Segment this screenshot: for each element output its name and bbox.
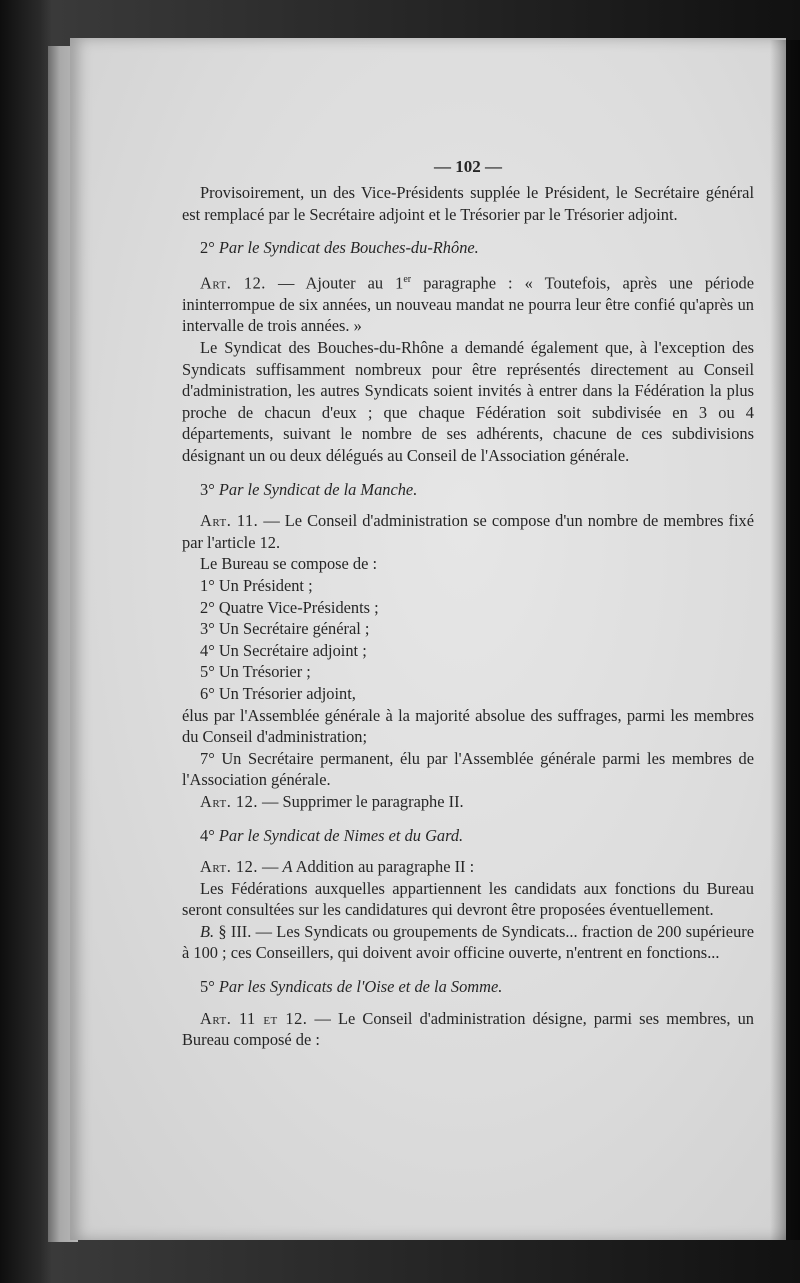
section-number: 3° (200, 479, 215, 499)
section-nimes-gard (182, 825, 754, 847)
article-11-12-oise: Art. 11 et 12. — Le Conseil d'administration désigne, parmi ses membres, un Bureau composé de : (182, 1008, 754, 1050)
section-title: Par le Syndicat de la Manche. (218, 479, 418, 499)
paragraph-syndicates-fraction: B. § III. — Les Syndicats ou groupements de Syndicats... fraction de 200 supérieure à 100 ; ces Conseillers, qui doivent avoir officine ouverte, n'entrent en fonctions... (182, 921, 754, 963)
paragraph-officers-replacement: Provisoirement, un des Vice-Présidents supplée le Président, le Secrétaire général est remplacé par le Secrétaire adjoint et le Trésorier par le Trésorier adjoint. (182, 183, 754, 224)
bureau-intro: Le Bureau se compose de : (200, 554, 378, 574)
section-oise-somme (182, 976, 754, 998)
paragraph-election: élus par l'Assemblée générale à la majorité absolue des suffrages, parmi les membres du Conseil d'administration; (182, 705, 754, 747)
section-title: Par les Syndicats de l'Oise et de la Somme. (218, 977, 503, 997)
section-number: 4° (200, 825, 215, 845)
bureau-item: 6° Un Trésorier adjoint, (200, 683, 356, 703)
article-12-nimes: Art. 12. — A Addition au paragraphe II : (200, 857, 475, 877)
article-12-manche: Art. 12. — Supprimer le paragraphe II. (200, 791, 464, 811)
article-label: Art. 12. (200, 857, 258, 877)
paragraph-permanent-secretary: 7° Un Secrétaire permanent, élu par l'Assemblée générale parmi les membres de l'Association générale. (182, 748, 754, 790)
article-label: Art. 11. (200, 511, 259, 531)
section-bouches-du-rhone (182, 237, 754, 259)
page-number: — 102 — (434, 157, 502, 176)
section-manche (182, 479, 754, 501)
section-number: 2° (200, 238, 215, 258)
section-title: Par le Syndicat de Nimes et du Gard. (218, 825, 464, 845)
article-12-bouches: Art. 12. — Ajouter au 1er paragraphe : « Toutefois, après une période ininterrompue de six années, un nouveau mandat ne pourra leur être confié qu'après un intervalle de trois années. » (182, 273, 754, 336)
bureau-item: 2° Quatre Vice-Présidents ; (200, 597, 379, 617)
article-label: Art. 12. (200, 273, 266, 293)
bureau-item: 5° Un Trésorier ; (200, 662, 311, 682)
page-text (182, 152, 754, 1051)
bureau-item: 3° Un Secrétaire général ; (200, 619, 370, 639)
bureau-item: 4° Un Secrétaire adjoint ; (200, 640, 367, 660)
section-number: 5° (200, 977, 215, 997)
section-title: Par le Syndicat des Bouches-du-Rhône. (218, 238, 479, 258)
paragraph-bouches-request: Le Syndicat des Bouches-du-Rhône a demandé également que, à l'exception des Syndicats suffisamment nombreux pour être représentés directement au Conseil d'administration, les autres Syndicats soient invités à entrer dans la Fédération la plus proche de chacun d'eux ; que chaque Fédération soit subdivisée en 3 ou 4 départements, suivant le nombre de ses adhérents, chacune de ces subdivisions désignant un ou deux délégués au Conseil de l'Association générale. (182, 338, 754, 465)
article-label: Art. 11 et 12. (200, 1008, 308, 1028)
article-label: Art. 12. (200, 791, 258, 811)
article-11-manche: Art. 11. — Le Conseil d'administration se compose d'un nombre de membres fixé par l'article 12. (182, 511, 754, 552)
bureau-item: 1° Un Président ; (200, 575, 313, 595)
page-shadow (770, 40, 800, 1240)
paragraph-federations: Les Fédérations auxquelles appartiennent les candidats aux fonctions du Bureau seront consultées sur les candidatures qui devront être proposées éventuellement. (182, 878, 754, 920)
